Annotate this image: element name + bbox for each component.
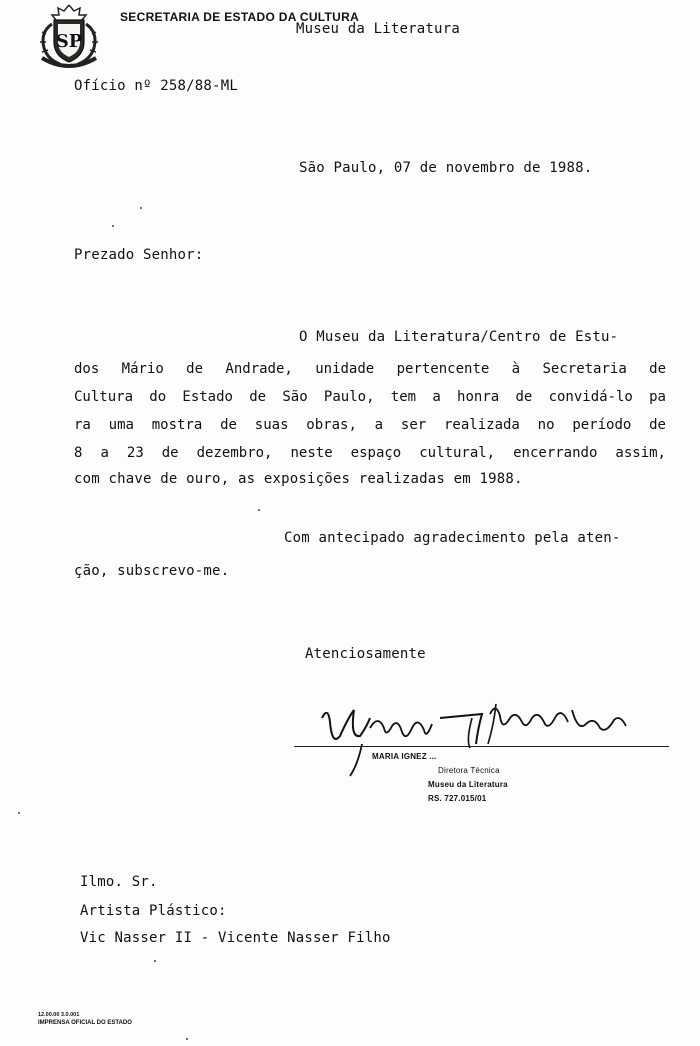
- scan-speck: [140, 207, 142, 209]
- crest-letters: SP: [55, 31, 83, 52]
- signature-rule: [294, 746, 669, 747]
- paragraph1-line: ra uma mostra de suas obras, a ser realizada no período de: [74, 417, 666, 433]
- place-date: São Paulo, 07 de novembro de 1988.: [299, 160, 593, 176]
- scan-speck: [258, 509, 260, 511]
- closing: Atenciosamente: [305, 646, 426, 662]
- signatory-institution: Museu da Literatura: [428, 780, 508, 789]
- scan-speck: [154, 960, 156, 962]
- reference-number: Ofício nº 258/88-ML: [74, 78, 238, 94]
- paragraph1-line: dos Mário de Andrade, unidade pertencente à Secretaria de: [74, 361, 666, 377]
- addressee-line3: Vic Nasser II - Vicente Nasser Filho: [80, 930, 391, 946]
- addressee-line2: Artista Plástico:: [80, 903, 227, 919]
- paragraph2-first-line: Com antecipado agradecimento pela aten-: [284, 530, 621, 546]
- scan-speck: [18, 812, 20, 814]
- signatory-title: Diretora Técnica: [438, 766, 500, 775]
- addressee-line1: Ilmo. Sr.: [80, 874, 158, 890]
- printer-code: 12.00.00 3.0.001: [38, 1012, 80, 1018]
- salutation: Prezado Senhor:: [74, 247, 204, 263]
- scan-speck: [186, 1038, 188, 1040]
- paragraph1-first-line: O Museu da Literatura/Centro de Estu-: [299, 329, 619, 345]
- signatory-rg: RS. 727.015/01: [428, 794, 487, 803]
- paragraph1-line: 8 a 23 de dezembro, neste espaço cultural, encerrando assim,: [74, 445, 666, 461]
- paragraph1-last-line: com chave de ouro, as exposições realizadas em 1988.: [74, 471, 523, 487]
- sao-paulo-crest-icon: [34, 2, 104, 70]
- letterhead-unit: Museu da Literatura: [296, 21, 460, 37]
- paragraph2-last-line: ção, subscrevo-me.: [74, 563, 230, 579]
- paragraph1-line: Cultura do Estado de São Paulo, tem a honra de convidá-lo pa: [74, 389, 666, 405]
- scan-speck: [112, 225, 114, 227]
- printer-name: IMPRENSA OFICIAL DO ESTADO: [38, 1020, 132, 1026]
- letterhead-department: SECRETARIA DE ESTADO DA CULTURA: [120, 10, 360, 24]
- signatory-name: MARIA IGNEZ ...: [372, 752, 437, 761]
